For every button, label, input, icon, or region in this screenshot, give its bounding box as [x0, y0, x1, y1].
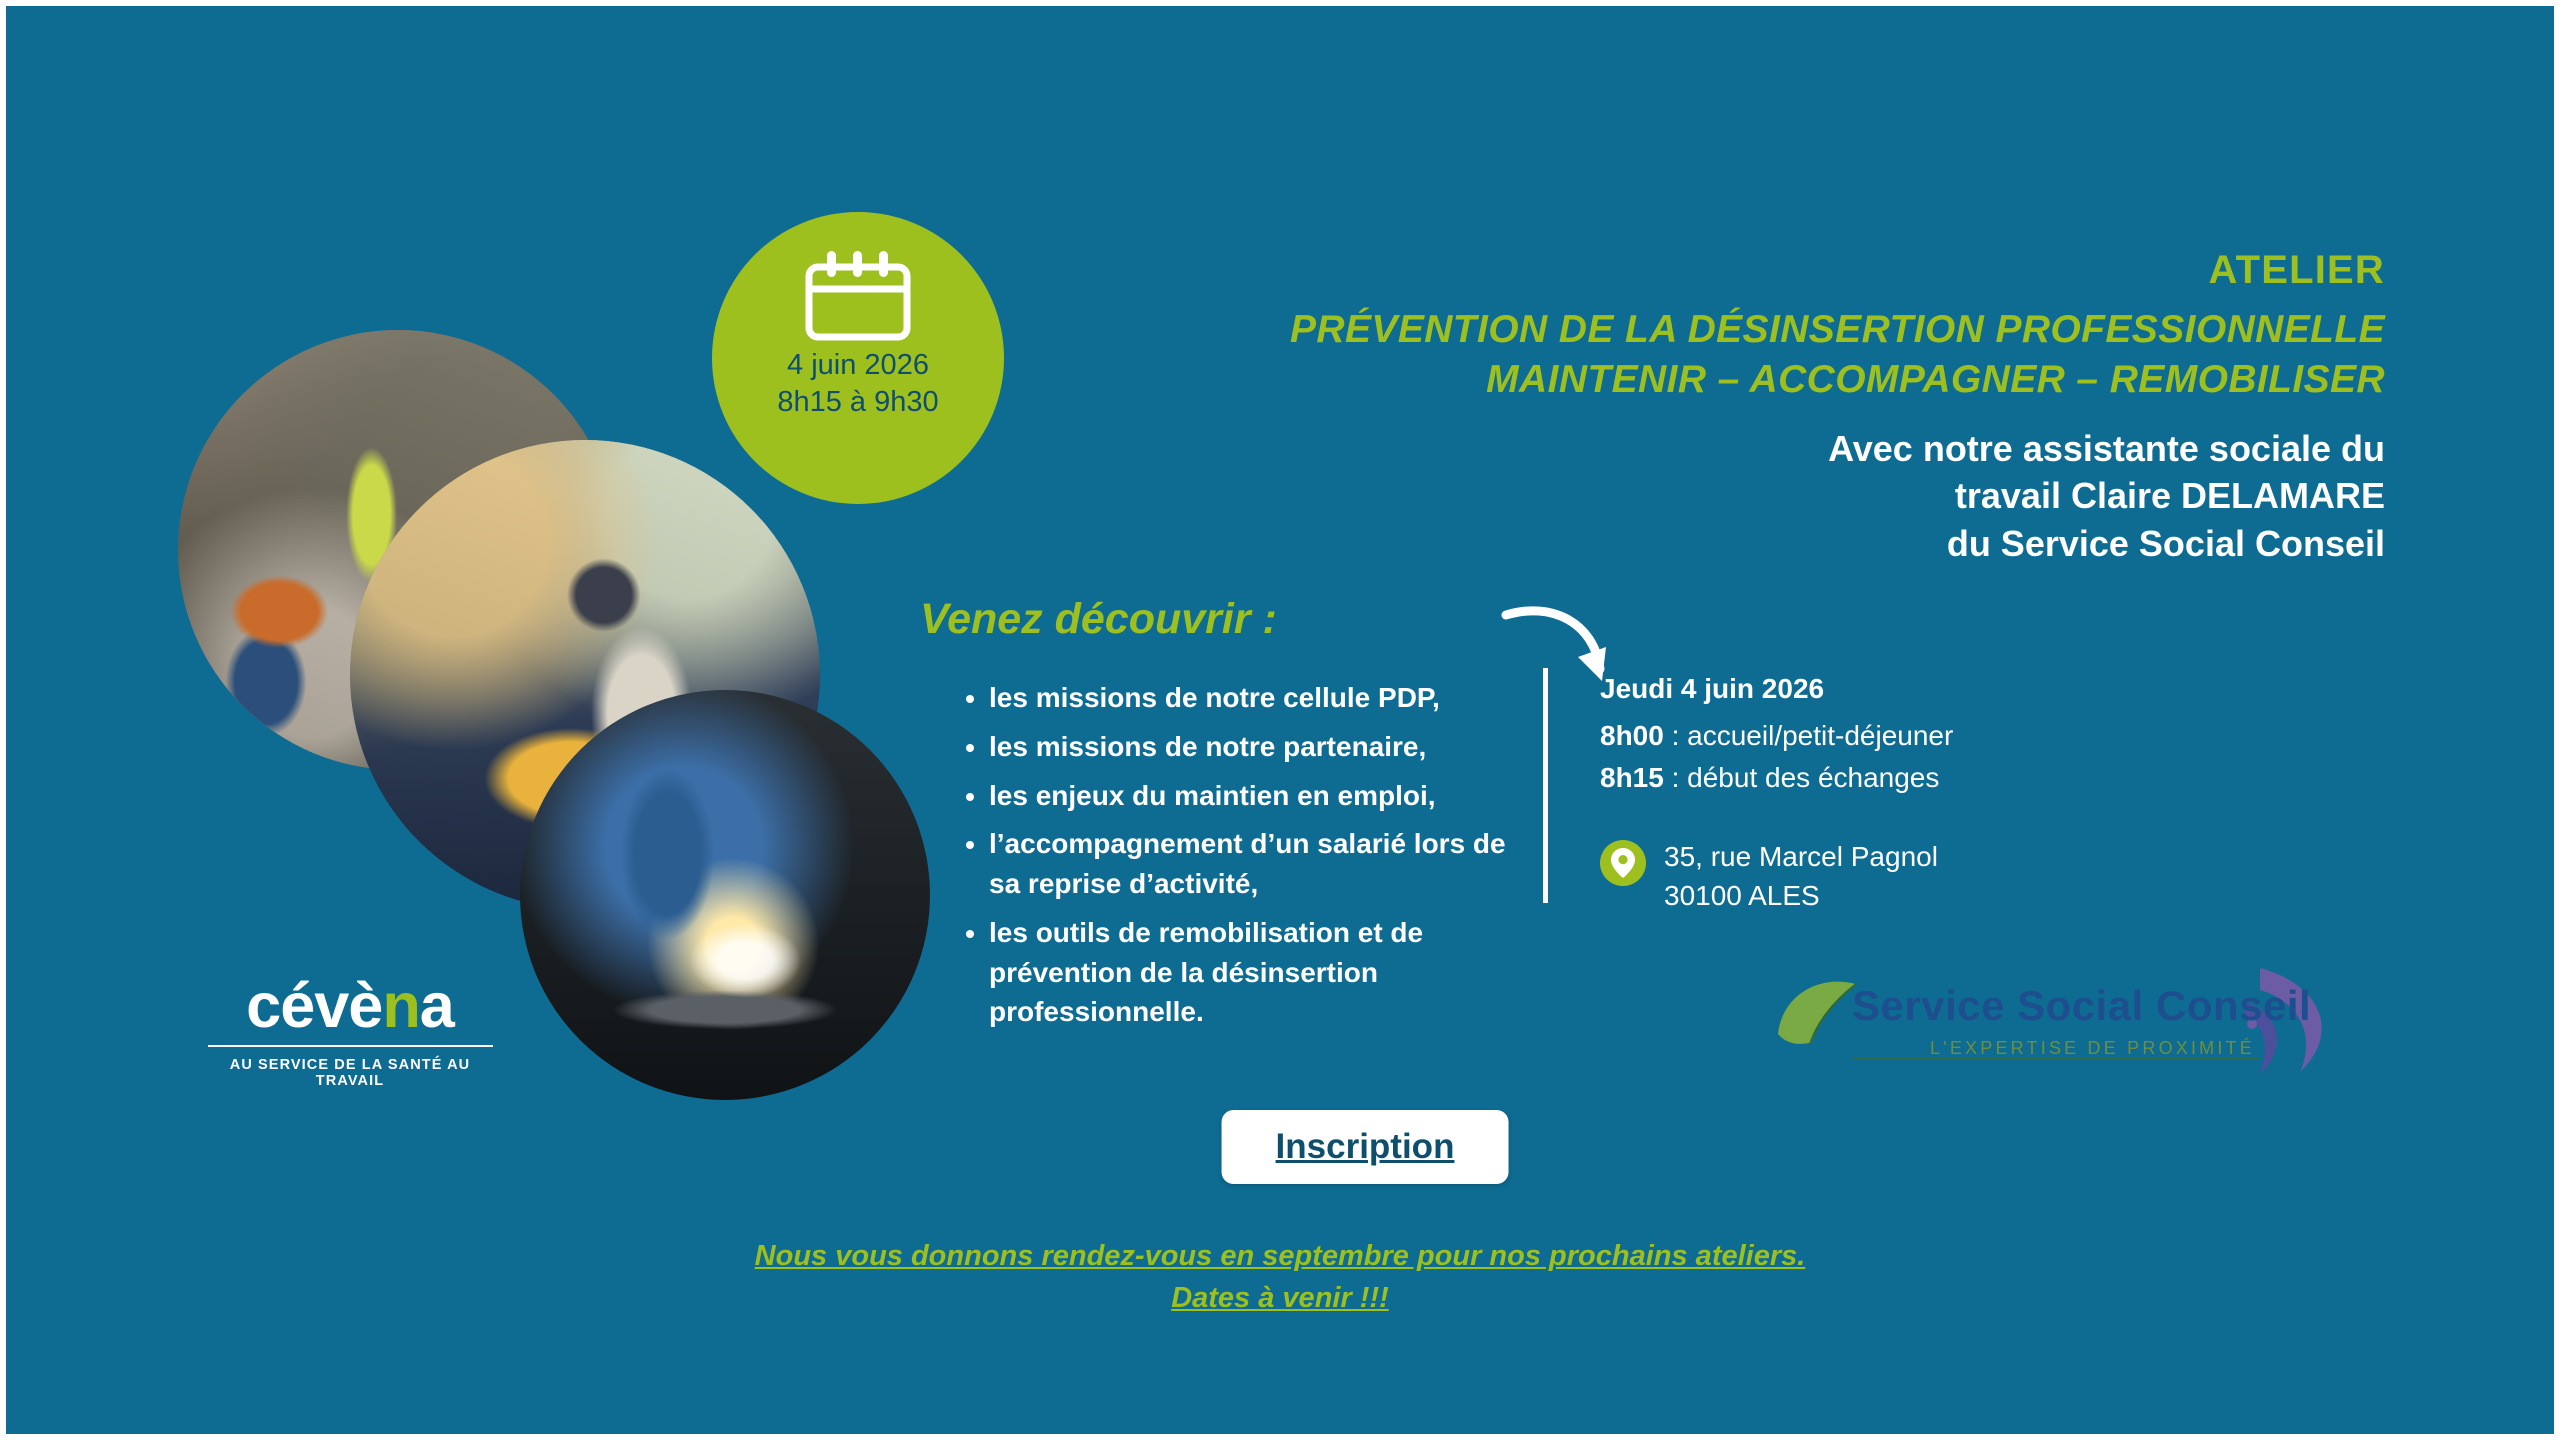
- frame-edge-left: [0, 0, 6, 1440]
- date-badge-text: [777, 347, 938, 421]
- date-badge-time: 8h15 à 9h30: [777, 386, 939, 418]
- logo-cevena: [200, 971, 500, 1089]
- program-divider: [1543, 668, 1548, 903]
- program-slot-1-label: : accueil/petit-déjeuner: [1663, 719, 1954, 751]
- program-slot-2-time: 8h15: [1600, 762, 1664, 794]
- headline-speaker-line2: travail Claire DELAMARE: [1954, 475, 2385, 517]
- frame-edge-top: [0, 0, 2560, 6]
- address-line-1: 35, rue Marcel Pagnol: [1664, 841, 1938, 872]
- headline-kicker: ATELIER: [2208, 248, 2385, 292]
- program-slot-1-time: 8h00: [1600, 719, 1664, 751]
- program-slot-2: [1600, 757, 1953, 800]
- logo-cevena-part3: a: [419, 971, 454, 1041]
- date-badge: [712, 212, 1004, 504]
- list-item: • les missions de notre partenaire,: [989, 727, 1540, 767]
- headline-title: PRÉVENTION DE LA DÉSINSERTION PROFESSIONNELLE: [1290, 308, 2385, 351]
- list-item: • les enjeux du maintien en emploi,: [989, 776, 1540, 816]
- address-block: [1600, 838, 1938, 915]
- date-badge-date: 4 juin 2026: [787, 348, 929, 381]
- logo-partner-title: Service Social Conseil: [1852, 982, 2312, 1029]
- list-item: • les outils de remobilisation et de prévention de la désinsertion professionnelle.: [989, 913, 1540, 1032]
- inscription-button[interactable]: Inscription: [1222, 1110, 1509, 1184]
- footer-line-1: Nous vous donnons rendez-vous en septembre pour nos prochains ateliers.: [754, 1240, 1806, 1272]
- list-item: • les missions de notre cellule PDP,: [989, 678, 1540, 718]
- logo-service-social-conseil: [1760, 962, 2350, 1092]
- logo-cevena-part2: n: [382, 971, 420, 1041]
- footer-line-2: Dates à venir !!!: [1171, 1282, 1389, 1315]
- headline-speaker-line1: Avec notre assistante sociale du: [1828, 427, 2385, 469]
- logo-partner-tagline: L'EXPERTISE DE PROXIMITÉ: [1930, 1038, 2255, 1058]
- program-block: [1600, 668, 1953, 800]
- headline-subtitle: MAINTENIR – ACCOMPAGNER – REMOBILISER: [1486, 357, 2385, 401]
- frame-edge-bottom: [0, 1434, 2560, 1440]
- headline-speaker-line3: du Service Social Conseil: [1946, 522, 2385, 564]
- discover-list: [955, 678, 1540, 1041]
- logo-cevena-tagline: AU SERVICE DE LA SANTÉ AU TRAVAIL: [229, 1057, 471, 1089]
- discover-title: Venez découvrir :: [920, 595, 1277, 643]
- headline-block: [1025, 248, 2385, 567]
- list-item: • l’accompagnement d’un salarié lors de sa reprise d’activité,: [989, 824, 1540, 904]
- program-slot-1: [1600, 715, 1953, 758]
- calendar-icon: [799, 249, 917, 341]
- address-line-2: 30100 ALES: [1664, 879, 1820, 911]
- address-text: [1664, 838, 1938, 915]
- program-slot-2-label: : début des échanges: [1663, 762, 1940, 794]
- footer-note: [0, 1235, 2560, 1319]
- headline-speaker: [1025, 425, 2385, 568]
- logo-cevena-part1: cévè: [246, 971, 383, 1041]
- frame-edge-right: [2554, 0, 2560, 1440]
- photo-welder: [520, 690, 930, 1100]
- logo-cevena-rule: [208, 1045, 493, 1047]
- map-pin-icon: [1600, 840, 1646, 886]
- logo-cevena-wordmark: [246, 971, 454, 1041]
- photo-welder-image: [520, 690, 930, 1100]
- program-day: Jeudi 4 juin 2026: [1600, 673, 1825, 704]
